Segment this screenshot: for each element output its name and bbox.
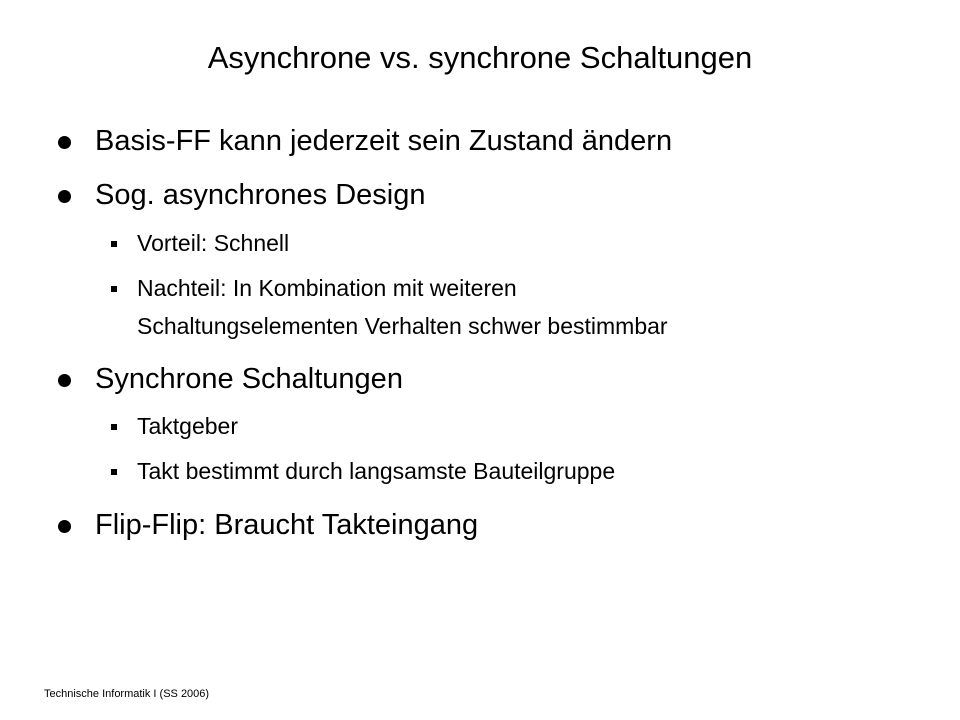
round-bullet-icon <box>58 123 80 159</box>
round-bullet-icon <box>58 177 80 213</box>
bullet-text: Flip-Flip: Braucht Takteingang <box>95 509 479 541</box>
slide-footer: Technische Informatik I (SS 2006) <box>44 688 210 700</box>
square-bullet-icon <box>111 457 121 486</box>
slide-title: Asynchrone vs. synchrone Schaltungen <box>207 40 753 75</box>
sub-bullet-text-line1: Nachteil: In Kombination mit weiteren <box>137 275 517 301</box>
bullet-text: Basis-FF kann jederzeit sein Zustand ändern <box>95 125 673 157</box>
bullet-text: Synchrone Schaltungen <box>95 363 403 395</box>
square-bullet-icon <box>111 412 121 441</box>
sub-bullet-text: Taktgeber <box>137 413 239 439</box>
sub-bullet-text: Takt bestimmt durch langsamste Bauteilgruppe <box>137 458 616 484</box>
sub-bullet-text-line2: Schaltungselementen Verhalten schwer bestimmbar <box>137 313 668 339</box>
round-bullet-icon <box>58 507 80 543</box>
sub-bullet-text: Vorteil: Schnell <box>137 230 290 256</box>
square-bullet-icon <box>111 229 121 258</box>
square-bullet-icon <box>111 274 121 303</box>
round-bullet-icon <box>58 361 80 397</box>
bullet-text: Sog. asynchrones Design <box>95 179 426 211</box>
